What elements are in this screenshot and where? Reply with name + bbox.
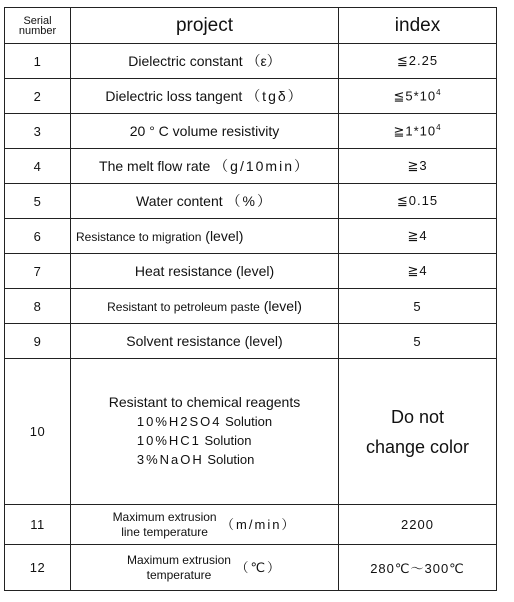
row-project	[71, 114, 339, 149]
row-project	[71, 359, 339, 505]
row-number: 6	[5, 219, 71, 254]
row-project	[71, 44, 339, 79]
project-label: Dielectric loss tangent	[105, 88, 243, 104]
reagent-line	[137, 412, 272, 431]
reagent-label: Solution	[225, 414, 273, 429]
project-label: 20 ° C volume resistivity	[129, 123, 280, 139]
header-serial-number	[5, 8, 71, 44]
project-unit: (level)	[263, 298, 302, 314]
row-project	[71, 149, 339, 184]
row-index: ≧4	[339, 254, 497, 289]
project-label: The melt flow rate	[99, 158, 211, 174]
table-row	[5, 324, 497, 359]
index-symbol: ≦	[393, 88, 406, 104]
project-unit: (level)	[244, 333, 283, 349]
row-number: 12	[5, 545, 71, 591]
row-number: 9	[5, 324, 71, 359]
project-label: Solvent resistance	[126, 333, 241, 349]
header-project: project	[71, 8, 339, 44]
row-project	[71, 219, 339, 254]
row-number: 5	[5, 184, 71, 219]
reagent-label: Solution	[204, 433, 252, 448]
index-symbol: ≧	[393, 123, 406, 139]
row-project	[71, 184, 339, 219]
row-number: 7	[5, 254, 71, 289]
row-project	[71, 545, 339, 591]
reagent-chemical: 10%HC1	[136, 433, 201, 448]
table-row	[5, 505, 497, 545]
project-label: Resistant to petroleum paste	[107, 300, 260, 314]
row-number: 8	[5, 289, 71, 324]
row-number: 11	[5, 505, 71, 545]
project-label: Resistance to migration	[76, 230, 202, 244]
index-symbol: ≦	[396, 193, 409, 208]
index-line1: Do not	[390, 406, 445, 427]
project-unit: （%）	[226, 193, 273, 209]
row-project	[71, 324, 339, 359]
index-exponent: 4	[436, 122, 442, 132]
project-label-line2: line temperature	[121, 524, 208, 539]
table-row	[5, 149, 497, 184]
project-label	[113, 510, 217, 540]
index-value: 2.25	[408, 53, 439, 68]
row-index	[339, 79, 497, 114]
row-project	[71, 254, 339, 289]
table-row	[5, 79, 497, 114]
row-index: 5	[339, 289, 497, 324]
table-row	[5, 114, 497, 149]
reagent-list	[137, 412, 272, 469]
row-number: 2	[5, 79, 71, 114]
project-unit: (level)	[205, 228, 244, 244]
index-symbol: ≦	[396, 53, 409, 68]
project-label: Heat resistance	[134, 263, 233, 279]
row-index: 5	[339, 324, 497, 359]
table-row	[5, 184, 497, 219]
table-row	[5, 289, 497, 324]
reagent-chemical: 3%NaOH	[136, 452, 204, 467]
table-row	[5, 219, 497, 254]
row-number: 1	[5, 44, 71, 79]
header-serial-line1: Serial	[23, 14, 52, 27]
row-index	[339, 359, 497, 505]
index-exponent: 4	[436, 87, 442, 97]
row-index: ≧3	[339, 149, 497, 184]
project-unit: （tgδ）	[246, 88, 304, 104]
row-index	[339, 184, 497, 219]
table-row	[5, 44, 497, 79]
project-label: Water content	[136, 193, 223, 209]
index-value: 0.15	[408, 193, 439, 208]
row-project	[71, 505, 339, 545]
table-header-row	[5, 8, 497, 44]
table-row	[5, 545, 497, 591]
index-line2: change color	[365, 436, 470, 457]
row-index	[339, 114, 497, 149]
row-index: 2200	[339, 505, 497, 545]
index-value: 1*10	[405, 123, 437, 139]
table-row	[5, 359, 497, 505]
row-index: 280℃～300℃	[339, 545, 497, 591]
row-index	[339, 44, 497, 79]
project-label-line1: Maximum extrusion	[126, 552, 231, 567]
project-label-line2: temperature	[146, 567, 212, 582]
project-unit: (level)	[236, 263, 275, 279]
spec-table	[4, 7, 497, 591]
project-label-line1: Maximum extrusion	[112, 509, 217, 524]
row-number: 3	[5, 114, 71, 149]
reagent-chemical: 10%H2SO4	[136, 414, 222, 429]
project-unit: （g/10min）	[214, 158, 310, 174]
reagent-line	[137, 450, 272, 469]
table-row	[5, 254, 497, 289]
project-unit: （m/min）	[221, 516, 297, 532]
row-number: 4	[5, 149, 71, 184]
project-label: Dielectric constant	[128, 53, 243, 69]
row-number: 10	[5, 359, 71, 505]
header-index: index	[339, 8, 497, 44]
project-unit: （ε）	[246, 53, 281, 69]
index-value: 5*10	[405, 88, 437, 104]
reagent-line	[137, 431, 272, 450]
project-label: Resistant to chemical reagents	[108, 394, 301, 410]
row-index: ≧4	[339, 219, 497, 254]
reagent-label: Solution	[207, 452, 255, 467]
row-project	[71, 79, 339, 114]
row-project	[71, 289, 339, 324]
project-unit: （℃）	[235, 559, 283, 575]
project-label	[127, 553, 231, 583]
header-serial-line2: number	[18, 24, 57, 37]
